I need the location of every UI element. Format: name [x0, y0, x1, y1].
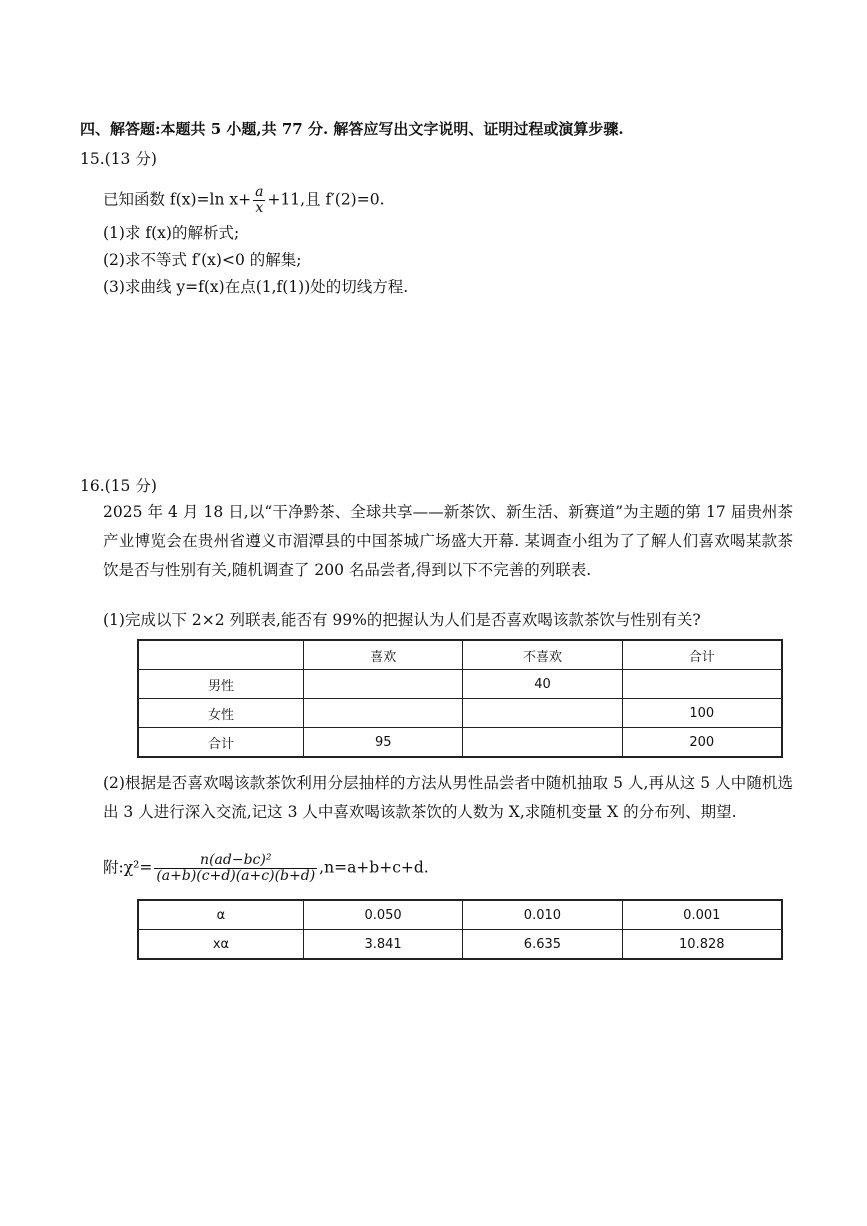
- formula-numerator: n(ad−bc)²: [154, 853, 317, 869]
- table-cell: 3.841: [303, 930, 462, 960]
- q16-part-1: (1)完成以下 2×2 列联表,能否有 99%的把握认为人们是否喜欢喝该款茶饮与性别有关?: [103, 611, 701, 629]
- q15-frac-num: a: [255, 184, 264, 200]
- q16-number: 16.(15 分): [80, 477, 157, 495]
- q15-number: 15.(13 分): [80, 150, 157, 168]
- table-row: [138, 930, 782, 960]
- contingency-table: [137, 639, 783, 758]
- table-cell: [138, 640, 304, 670]
- table-cell: 100: [622, 699, 782, 728]
- formula-suffix: ,n=a+b+c+d.: [319, 858, 429, 877]
- table-cell: [622, 670, 782, 699]
- table-cell: [304, 699, 463, 728]
- q16-intro: 2025 年 4 月 18 日,以“干净黔茶、全球共享——新茶饮、新生活、新赛道”为主题的第 17 届贵州茶产业博览会在贵州省遵义市湄潭县的中国茶城广场盛大开幕. 某调查小组为了了解人们喜欢喝某款茶饮是否与性别有关,随机调查了 200 名品尝者,得到以下不完善的列联表.: [103, 503, 793, 579]
- q15-stem-after: +11,且 f′(2)=0.: [267, 190, 385, 209]
- formula-fraction: [154, 853, 317, 884]
- q15-frac-den: x: [255, 200, 264, 216]
- table-cell: 0.001: [622, 900, 782, 930]
- table-cell: 95: [304, 728, 463, 758]
- q15-stem: [103, 185, 385, 216]
- table-cell: 女性: [138, 699, 304, 728]
- table-cell: [304, 670, 463, 699]
- table-row: [138, 900, 782, 930]
- table-cell: 10.828: [622, 930, 782, 960]
- table-row: [138, 728, 782, 758]
- table-cell: 不喜欢: [463, 640, 622, 670]
- section-heading: 四、解答题:本题共 5 小题,共 77 分. 解答应写出文字说明、证明过程或演算步骤.: [80, 120, 624, 138]
- table-cell: 合计: [622, 640, 782, 670]
- q15-fraction: [253, 185, 265, 216]
- table-cell: α: [138, 900, 303, 930]
- table-cell: 40: [463, 670, 622, 699]
- q15-part-1: (1)求 f(x)的解析式;: [103, 224, 240, 242]
- table-cell: 0.010: [463, 900, 622, 930]
- table-row: [138, 670, 782, 699]
- table-cell: 合计: [138, 728, 304, 758]
- q15-stem-before: 已知函数 f(x)=ln x+: [103, 190, 252, 209]
- critical-value-table: [137, 899, 783, 960]
- table-row: [138, 699, 782, 728]
- table-cell: [463, 728, 622, 758]
- formula-prefix: 附:χ²=: [103, 858, 153, 877]
- q15-part-2: (2)求不等式 f′(x)<0 的解集;: [103, 251, 302, 269]
- table-cell: 6.635: [463, 930, 622, 960]
- table-header-row: [138, 640, 782, 670]
- table-cell: 0.050: [303, 900, 462, 930]
- q15-part-3: (3)求曲线 y=f(x)在点(1,f(1))处的切线方程.: [103, 278, 409, 296]
- table-cell: 男性: [138, 670, 304, 699]
- table-cell: [463, 699, 622, 728]
- table-cell: 喜欢: [304, 640, 463, 670]
- formula-denominator: (a+b)(c+d)(a+c)(b+d): [156, 868, 316, 884]
- q16-part-2: (2)根据是否喜欢喝该款茶饮利用分层抽样的方法从男性品尝者中随机抽取 5 人,再从这 5 人中随机选出 3 人进行深入交流,记这 3 人中喜欢喝该款茶饮的人数为 X,求随机变量 X 的分布列、期望.: [103, 774, 793, 821]
- table-cell: 200: [622, 728, 782, 758]
- chi-square-formula: [103, 853, 429, 884]
- table-cell: xα: [138, 930, 303, 960]
